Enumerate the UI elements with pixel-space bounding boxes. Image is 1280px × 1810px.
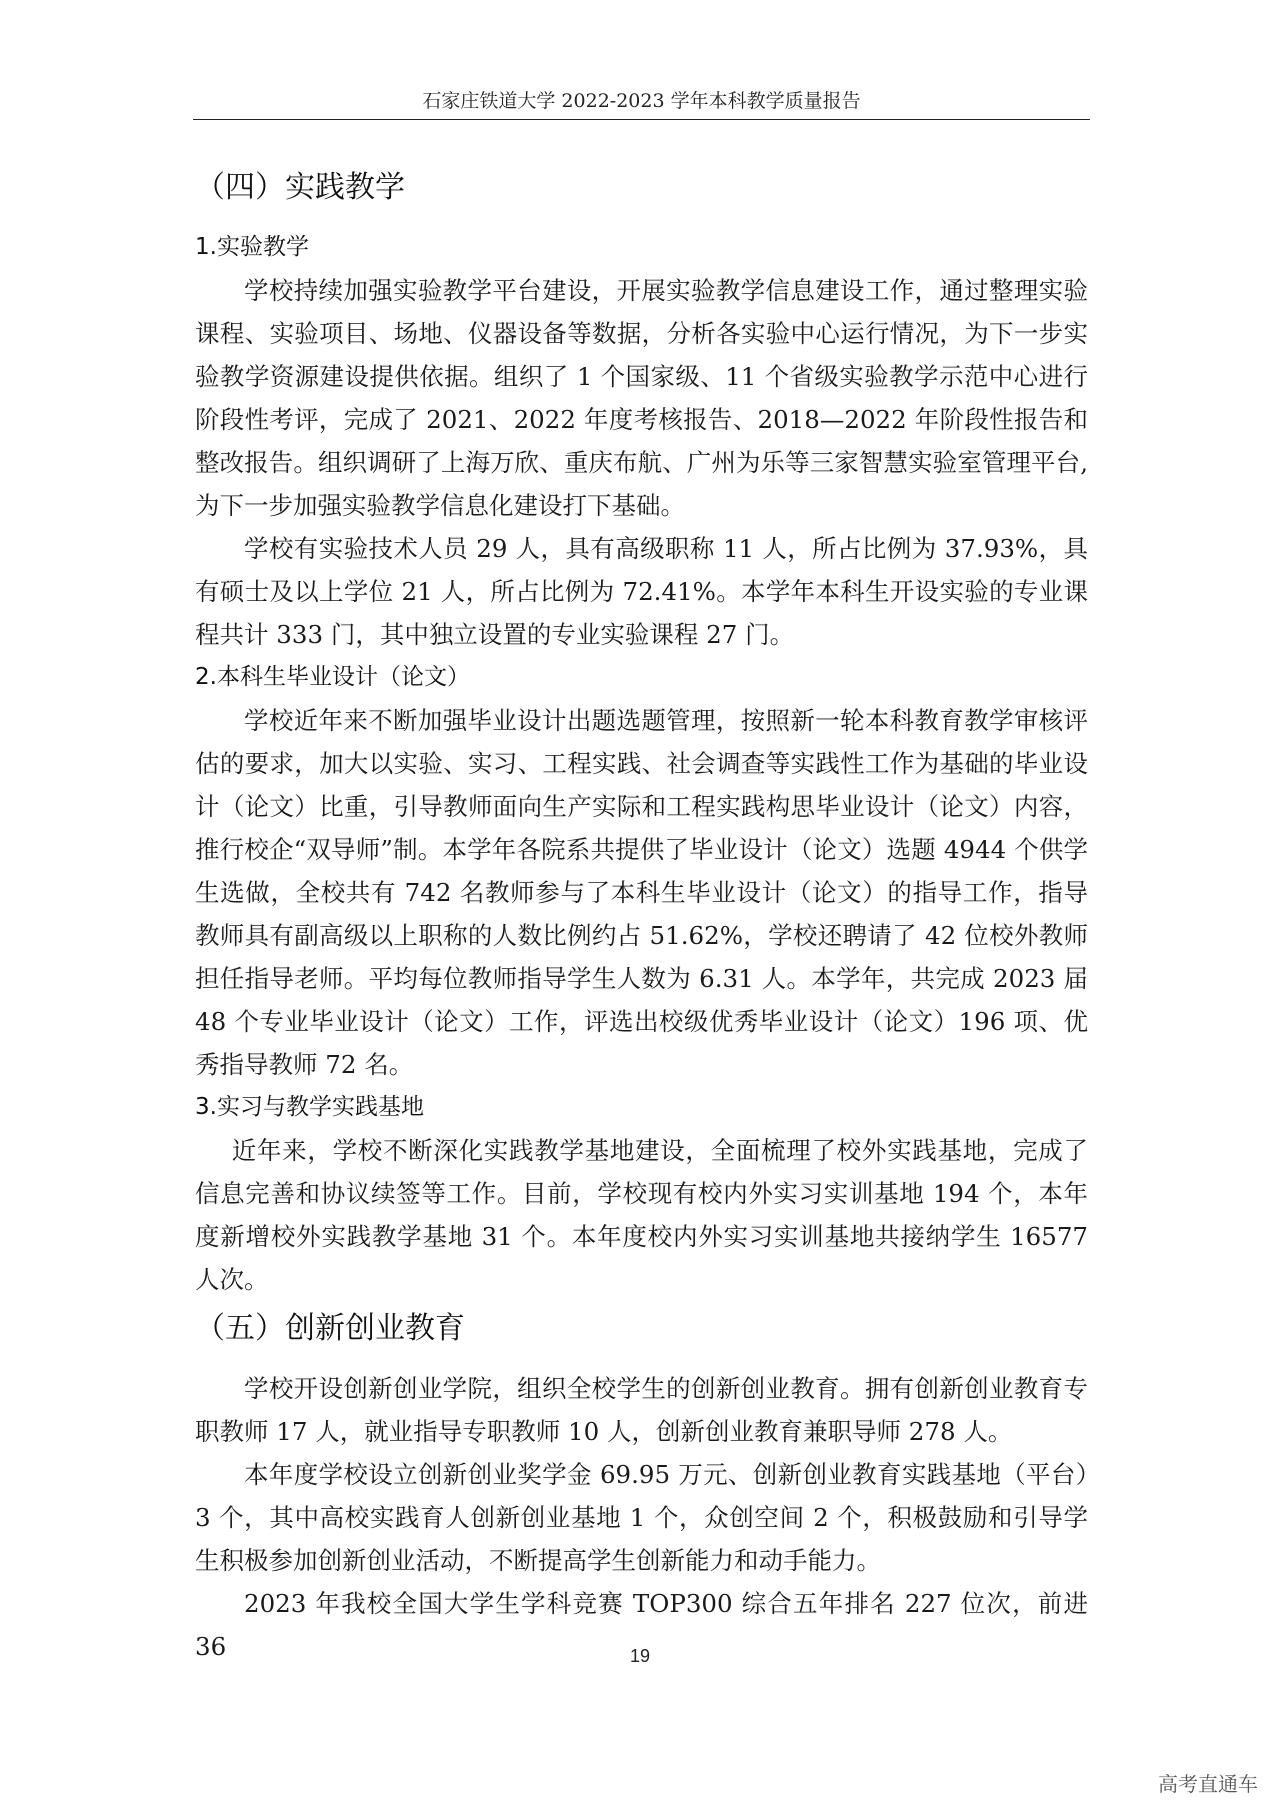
- paragraph: 学校持续加强实验教学平台建设，开展实验教学信息建设工作，通过整理实验课程、实验项目、场地、仪器设备等数据，分析各实验中心运行情况，为下一步实验教学资源建设提供依据。组织了 1 个国家级、11 个省级实验教学示范中心进行阶段性考评，完成了 2021、2022 年度考核报告、2018—2022 年阶段性报告和整改报告。组织调研了上海万欣、重庆布航、广州为乐等三家智慧实验室管理平台,为下一步加强实验教学信息化建设打下基础。: [195, 276, 1088, 520]
- subsection-heading-lab-teaching: 1.实验教学: [195, 234, 309, 260]
- paragraph: 学校近年来不断加强毕业设计出题选题管理，按照新一轮本科教育教学审核评估的要求，加大以实验、实习、工程实践、社会调查等实践性工作为基础的毕业设计（论文）比重，引导教师面向生产实际和工程实践构思毕业设计（论文）内容，推行校企“双导师”制。本学年各院系共提供了毕业设计（论文）选题 4944 个供学生选做，全校共有 742 名教师参与了本科生毕业设计（论文）的指导工作，指导教师具有副高级以上职称的人数比例约占 51.62%，学校还聘请了 42 位校外教师担任指导老师。平均每位教师指导学生人数为 6.31 人。本学年，共完成 2023 届 48 个专业毕业设计（论文）工作，评选出校级优秀毕业设计（论文）196 项、优秀指导教师 72 名。: [195, 706, 1088, 1079]
- header-rule: [193, 119, 1090, 120]
- running-header: 石家庄铁道大学 2022-2023 学年本科教学质量报告: [422, 90, 861, 112]
- paragraph: 学校有实验技术人员 29 人，具有高级职称 11 人，所占比例为 37.93%，具有硕士及以上学位 21 人，所占比例为 72.41%。本学年本科生开设实验的专业课程共计 333 门，其中独立设置的专业实验课程 27 门。: [195, 534, 1088, 649]
- subsection-heading-graduation-design: 2.本科生毕业设计（论文）: [195, 664, 470, 690]
- section-heading-innovation-education: （五）创新创业教育: [195, 1311, 465, 1346]
- paragraph: 2023 年我校全国大学生学科竞赛 TOP300 综合五年排名 227 位次，前进 36: [195, 1589, 1088, 1661]
- watermark-text: 高考直通车: [1158, 1772, 1258, 1796]
- paragraph: 近年来，学校不断深化实践教学基地建设，全面梳理了校外实践基地，完成了信息完善和协议续签等工作。目前，学校现有校内外实习实训基地 194 个，本年度新增校外实践教学基地 31 个。本年度校内外实习实训基地共接纳学生 16577 人次。: [195, 1136, 1088, 1294]
- section-heading-practice-teaching: （四）实践教学: [195, 170, 405, 205]
- paragraph: 学校开设创新创业学院，组织全校学生的创新创业教育。拥有创新创业教育专职教师 17 人，就业指导专职教师 10 人，创新创业教育兼职导师 278 人。: [195, 1374, 1088, 1446]
- page-number: 19: [629, 1646, 651, 1666]
- paragraph: 本年度学校设立创新创业奖学金 69.95 万元、创新创业教育实践基地（平台）3 个，其中高校实践育人创新创业基地 1 个，众创空间 2 个，积极鼓励和引导学生积极参加创新创业活动，不断提高学生创新能力和动手能力。: [195, 1460, 1088, 1575]
- page-content: [195, 160, 1088, 1668]
- subsection-heading-internship-base: 3.实习与教学实践基地: [195, 1094, 424, 1120]
